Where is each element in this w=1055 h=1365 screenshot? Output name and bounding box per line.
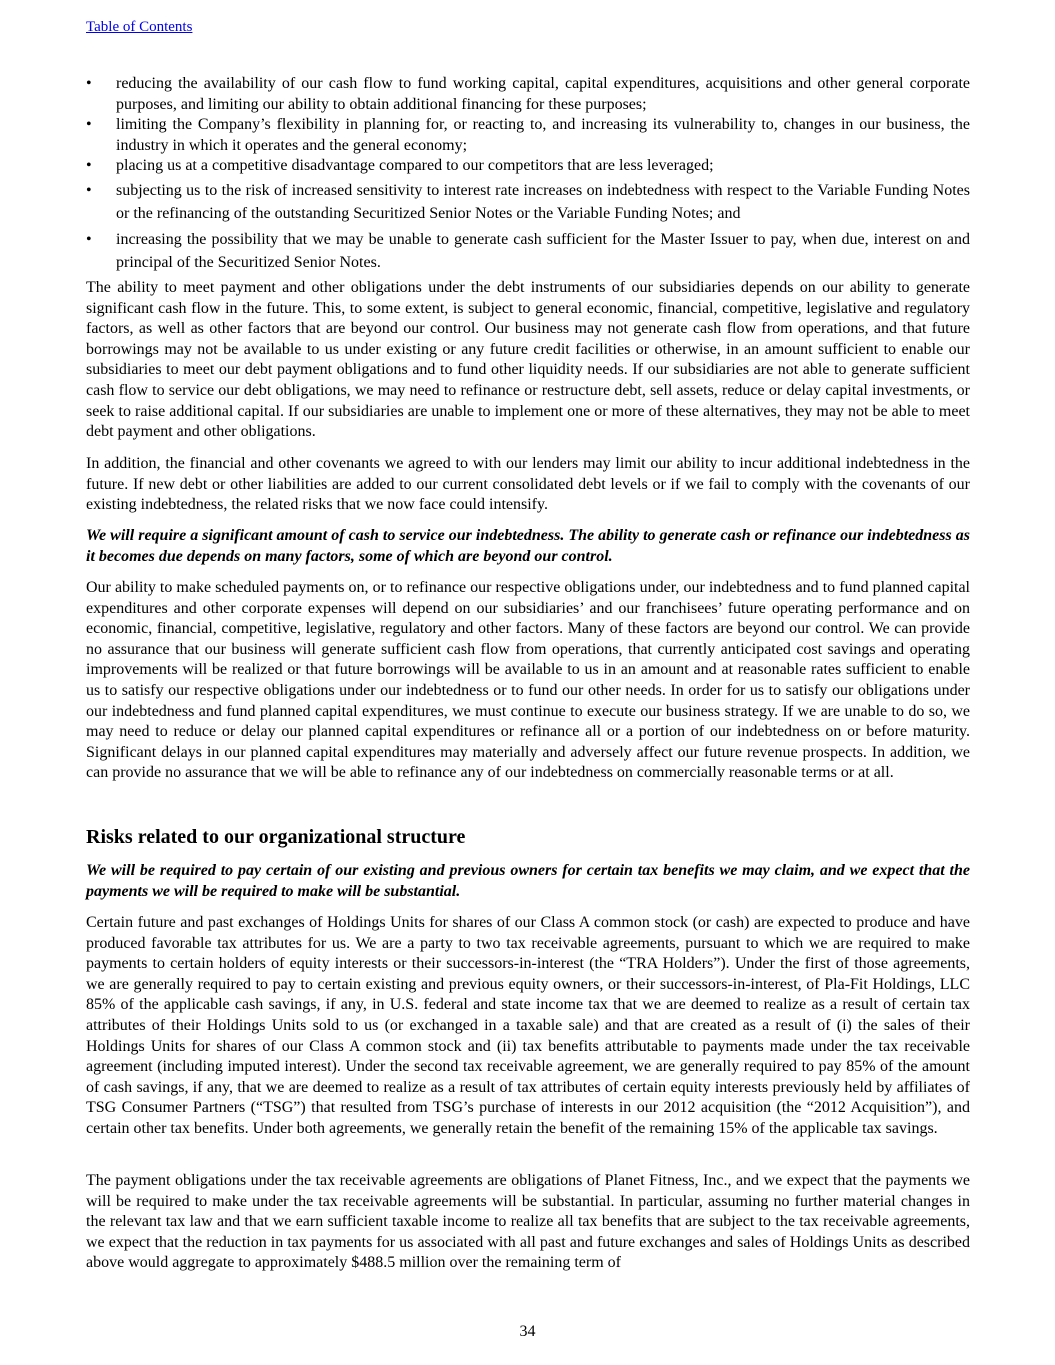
risk-heading-tax-benefits: We will be required to pay certain of our existing and previous owners for certain tax benefits we may claim, and we expect that the payments we will be required to make will be substantial.	[86, 862, 970, 900]
payment-obligations-paragraph: The payment obligations under the tax receivable agreements are obligations of Planet Fitness, Inc., and we expect that the payments we will be required to make under the tax receivable agreements will be substantial. In particular, assuming no further material changes in the relevant tax law and that we earn sufficient taxable income to realize all tax benefits that are subject to the tax receivable agreements, we expect that the reduction in tax payments for us associated with all past and future exchanges and sales of Holdings Units as described above would aggregate to approximately $488.5 million over the remaining term of	[86, 1172, 970, 1272]
table-of-contents-link[interactable]: Table of Contents	[86, 19, 193, 35]
list-item: • placing us at a competitive disadvantage compared to our competitors that are less leveraged;	[86, 156, 970, 177]
bullet-icon: •	[86, 181, 92, 199]
bullet-icon: •	[86, 116, 92, 134]
risk-heading-cash-service: We will require a significant amount of cash to service our indebtedness. The ability to generate cash or refinance our indebtedness as it becomes due depends on many factors, some of which are beyond our control.	[86, 527, 970, 565]
list-item: • increasing the possibility that we may be unable to generate cash sufficient for the Master Issuer to pay, when due, interest on and principal of the Securitized Senior Notes.	[86, 228, 970, 275]
page-number: 34	[519, 1323, 536, 1340]
section-heading: Risks related to our organizational structure	[86, 826, 466, 848]
list-item: • subjecting us to the risk of increased sensitivity to interest rate increases on indebtedness with respect to the Variable Funding Notes or the refinancing of the outstanding Securitized Senior Notes or the Variable Funding Notes; and	[86, 179, 970, 226]
bullet-icon: •	[86, 230, 92, 248]
list-item: • limiting the Company’s flexibility in planning for, or reacting to, and increasing its vulnerability to, changes in our business, the industry in which it operates and the general economy;	[86, 116, 970, 154]
risk-bullet-list	[86, 74, 970, 275]
list-item: • reducing the availability of our cash flow to fund working capital, capital expenditures, acquisitions and other general corporate purposes, and limiting our ability to obtain additional financing for these purposes;	[86, 75, 970, 113]
bullet-icon: •	[86, 75, 92, 92]
bullet-icon: •	[86, 157, 92, 175]
scheduled-payments-paragraph: Our ability to make scheduled payments on, or to refinance our respective obligations under, our indebtedness and to fund planned capital expenditures and other corporate expenses will depend on our subsidiaries’ and our franchisees’ future operating performance and on economic, financial, competitive, legislative, regulatory and other factors. Many of these factors are beyond our control. We can provide no assurance that our business will generate sufficient cash flow from operations, that currently anticipated cost savings and operating improvements will be realized or that future borrowings will be available to us in an amount and at reasonable rates sufficient to enable us to satisfy our respective obligations under our indebtedness or to fund our other needs. In order for us to satisfy our obligations under our indebtedness and fund planned capital expenditures, we must continue to execute our business strategy. If we are unable to do so, we may need to reduce or delay our planned capital expenditures or refinance all or a portion of our indebtedness on or before maturity. Significant delays in our planned capital expenditures may materially and adversely affect our future revenue prospects. In addition, we can provide no assurance that we will be able to refinance any of our indebtedness on commercially reasonable terms or at all.	[86, 579, 970, 782]
tax-receivable-paragraph: Certain future and past exchanges of Holdings Units for shares of our Class A common stock (or cash) are expected to produce and have produced favorable tax attributes for us. We are a party to two tax receivable agreements, pursuant to which we are required to make payments to certain holders of equity interests or their successors-in-interest (the “TRA Holders”). Under the first of those agreements, we are generally required to pay to certain existing and previous equity owners, or their successors-in-interest, of Pla-Fit Holdings, LLC 85% of the applicable cash savings, if any, in U.S. federal and state income tax that we are deemed to realize as a result of certain tax attributes of their Holdings Units sold to us (or exchanged in a taxable sale) and that are created as a result of (i) the sales of their Holdings Units for shares of our Class A common stock and (ii) tax benefits attributable to payments made under the tax receivable agreement (including imputed interest). Under the second tax receivable agreement, we are generally required to pay 85% of the amount of cash savings, if any, that we are deemed to realize as a result of tax attributes of certain equity interests previously held by affiliates of TSG Consumer Partners (“TSG”) that resulted from TSG’s purchase of interests in our 2012 acquisition (the “2012 Acquisition”), and certain other tax benefits. Under both agreements, we generally retain the benefit of the remaining 15% of the applicable tax savings.	[86, 914, 970, 1137]
debt-obligations-paragraph: The ability to meet payment and other obligations under the debt instruments of our subsidiaries depends on our ability to generate significant cash flow in the future. This, to some extent, is subject to general economic, financial, competitive, legislative and regulatory factors, as well as other factors that are beyond our control. Our business may not generate cash flow from operations, and that future borrowings may not be available to us under existing or any future credit facilities or otherwise, in an amount sufficient to enable our subsidiaries to meet our debt payment obligations and to fund other liquidity needs. If our subsidiaries are not able to generate sufficient cash flow to service our debt obligations, we may need to refinance or restructure debt, sell assets, reduce or delay capital investments, or seek to raise additional capital. If our subsidiaries are unable to implement one or more of these alternatives, they may not be able to meet debt payment and other obligations.	[86, 279, 970, 441]
covenants-paragraph: In addition, the financial and other covenants we agreed to with our lenders may limit our ability to incur additional indebtedness in the future. If new debt or other liabilities are added to our current consolidated debt levels or if we fail to comply with the covenants of our existing indebtedness, the related risks that we now face could intensify.	[86, 455, 970, 514]
